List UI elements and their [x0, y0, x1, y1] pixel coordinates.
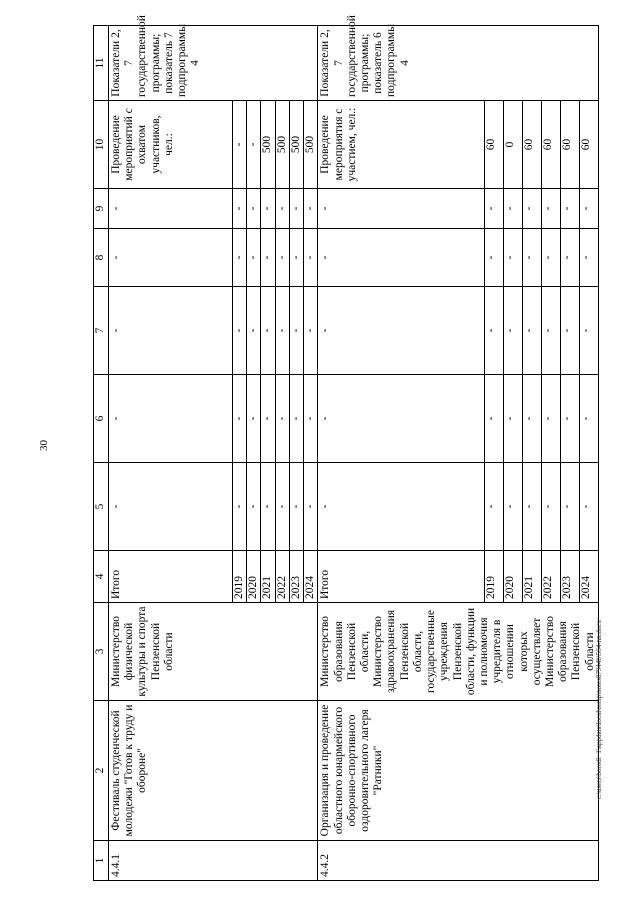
dash-cell: -: [109, 229, 233, 287]
year-label: 2024: [579, 551, 598, 603]
dash-cell: -: [503, 229, 522, 287]
program-indicators: Показатели 2, 7 государственной программы; показатель 6 подпрограммы 4: [318, 26, 599, 101]
dash-cell: -: [289, 229, 303, 287]
dash-cell: -: [560, 375, 579, 463]
year-value: -: [233, 101, 247, 189]
dash-cell: -: [318, 287, 484, 375]
col-num-4: 4: [94, 551, 109, 603]
table-row: [109, 26, 233, 881]
dash-cell: -: [503, 463, 522, 551]
dash-cell: -: [289, 287, 303, 375]
dash-cell: -: [247, 189, 261, 229]
program-table: [93, 15, 599, 881]
dash-cell: -: [484, 189, 503, 229]
dash-cell: -: [247, 229, 261, 287]
col-num-3: 3: [94, 603, 109, 701]
year-value: 60: [522, 101, 541, 189]
col-num-5: 5: [94, 463, 109, 551]
dash-cell: -: [318, 189, 484, 229]
dash-cell: -: [541, 287, 560, 375]
dash-cell: -: [275, 463, 289, 551]
rotated-table-container: [93, 15, 596, 881]
dash-cell: -: [275, 229, 289, 287]
dash-cell: -: [304, 463, 318, 551]
dash-cell: -: [233, 229, 247, 287]
year-value: -: [247, 101, 261, 189]
indicator-cell: Проведение мероприятия с участием, чел.:: [318, 101, 484, 189]
col-num-9: 9: [94, 189, 109, 229]
dash-cell: -: [503, 375, 522, 463]
dash-cell: -: [233, 463, 247, 551]
dash-cell: -: [304, 229, 318, 287]
col-num-6: 6: [94, 375, 109, 463]
dash-cell: -: [275, 189, 289, 229]
dash-cell: -: [579, 463, 598, 551]
dash-cell: -: [289, 375, 303, 463]
year-label: 2023: [289, 551, 303, 603]
dash-cell: -: [275, 287, 289, 375]
footer-file-path: c:\users\borodi~1\appdata\local\temp\notes87944b\564-nn.docx: [595, 620, 603, 799]
dash-cell: -: [233, 287, 247, 375]
dash-cell: -: [579, 375, 598, 463]
dash-cell: -: [318, 463, 484, 551]
year-value: 0: [503, 101, 522, 189]
total-label: Итого: [109, 551, 233, 603]
dash-cell: -: [484, 229, 503, 287]
dash-cell: -: [261, 463, 275, 551]
year-label: 2021: [261, 551, 275, 603]
col-num-2: 2: [94, 701, 109, 841]
column-number-row: [94, 26, 109, 881]
indicator-cell: Проведение мероприятий с охватом участников, чел.:: [109, 101, 233, 189]
dash-cell: -: [522, 287, 541, 375]
col-num-1: 1: [94, 841, 109, 881]
program-indicators: Показатели 2, 7 государственной программы; показатель 7 подпрограммы 4: [109, 26, 318, 101]
dash-cell: -: [247, 287, 261, 375]
year-label: 2021: [522, 551, 541, 603]
dash-cell: -: [261, 229, 275, 287]
dash-cell: -: [261, 375, 275, 463]
dash-cell: -: [304, 287, 318, 375]
dash-cell: -: [289, 463, 303, 551]
dash-cell: -: [247, 463, 261, 551]
year-value: 60: [579, 101, 598, 189]
year-label: 2023: [560, 551, 579, 603]
dash-cell: -: [560, 189, 579, 229]
total-label: Итого: [318, 551, 484, 603]
year-label: 2019: [233, 551, 247, 603]
year-value: 60: [484, 101, 503, 189]
measure-name: Организация и проведение областного юнармейского оборонно-спортивного оздоровительного лагеря "Ратники": [318, 701, 599, 841]
dash-cell: -: [522, 229, 541, 287]
dash-cell: -: [318, 375, 484, 463]
col-num-11: 11: [94, 26, 109, 101]
year-label: 2020: [247, 551, 261, 603]
dash-cell: -: [109, 375, 233, 463]
dash-cell: -: [484, 287, 503, 375]
dash-cell: -: [503, 287, 522, 375]
measure-executor: Министерство образования Пензенской области, Министерство здравоохранения Пензенской области, государственные учреждения Пензенской области, функции и полномочия учредителя в отношении которых осуществляет Министерство образования Пензенской области: [318, 603, 599, 701]
year-label: 2019: [484, 551, 503, 603]
dash-cell: -: [484, 463, 503, 551]
dash-cell: -: [560, 229, 579, 287]
year-value: 500: [275, 101, 289, 189]
dash-cell: -: [522, 375, 541, 463]
year-value: 60: [541, 101, 560, 189]
dash-cell: -: [109, 463, 233, 551]
year-label: 2022: [275, 551, 289, 603]
dash-cell: -: [261, 287, 275, 375]
measure-executor: Министерство физической культуры и спорта Пензенской области: [109, 603, 318, 701]
measure-name: Фестиваль студенческой молодежи "Готов к труду и обороне": [109, 701, 318, 841]
measure-number: 4.4.1: [109, 841, 318, 881]
col-num-10: 10: [94, 101, 109, 189]
dash-cell: -: [541, 463, 560, 551]
dash-cell: -: [541, 189, 560, 229]
dash-cell: -: [522, 189, 541, 229]
dash-cell: -: [304, 189, 318, 229]
dash-cell: -: [109, 189, 233, 229]
dash-cell: -: [579, 229, 598, 287]
dash-cell: -: [318, 229, 484, 287]
dash-cell: -: [304, 375, 318, 463]
dash-cell: -: [233, 189, 247, 229]
year-label: 2020: [503, 551, 522, 603]
dash-cell: -: [579, 189, 598, 229]
dash-cell: -: [247, 375, 261, 463]
table-row: [318, 26, 484, 881]
dash-cell: -: [541, 375, 560, 463]
year-value: 500: [261, 101, 275, 189]
col-num-7: 7: [94, 287, 109, 375]
year-label: 2022: [541, 551, 560, 603]
page-number: 30: [38, 440, 50, 451]
dash-cell: -: [560, 287, 579, 375]
dash-cell: -: [560, 463, 579, 551]
dash-cell: -: [261, 189, 275, 229]
dash-cell: -: [541, 229, 560, 287]
year-value: 60: [560, 101, 579, 189]
dash-cell: -: [522, 463, 541, 551]
dash-cell: -: [484, 375, 503, 463]
year-label: 2024: [304, 551, 318, 603]
year-value: 500: [304, 101, 318, 189]
col-num-8: 8: [94, 229, 109, 287]
dash-cell: -: [579, 287, 598, 375]
measure-number: 4.4.2: [318, 841, 599, 881]
dash-cell: -: [109, 287, 233, 375]
dash-cell: -: [503, 189, 522, 229]
dash-cell: -: [233, 375, 247, 463]
dash-cell: -: [289, 189, 303, 229]
dash-cell: -: [275, 375, 289, 463]
year-value: 500: [289, 101, 303, 189]
